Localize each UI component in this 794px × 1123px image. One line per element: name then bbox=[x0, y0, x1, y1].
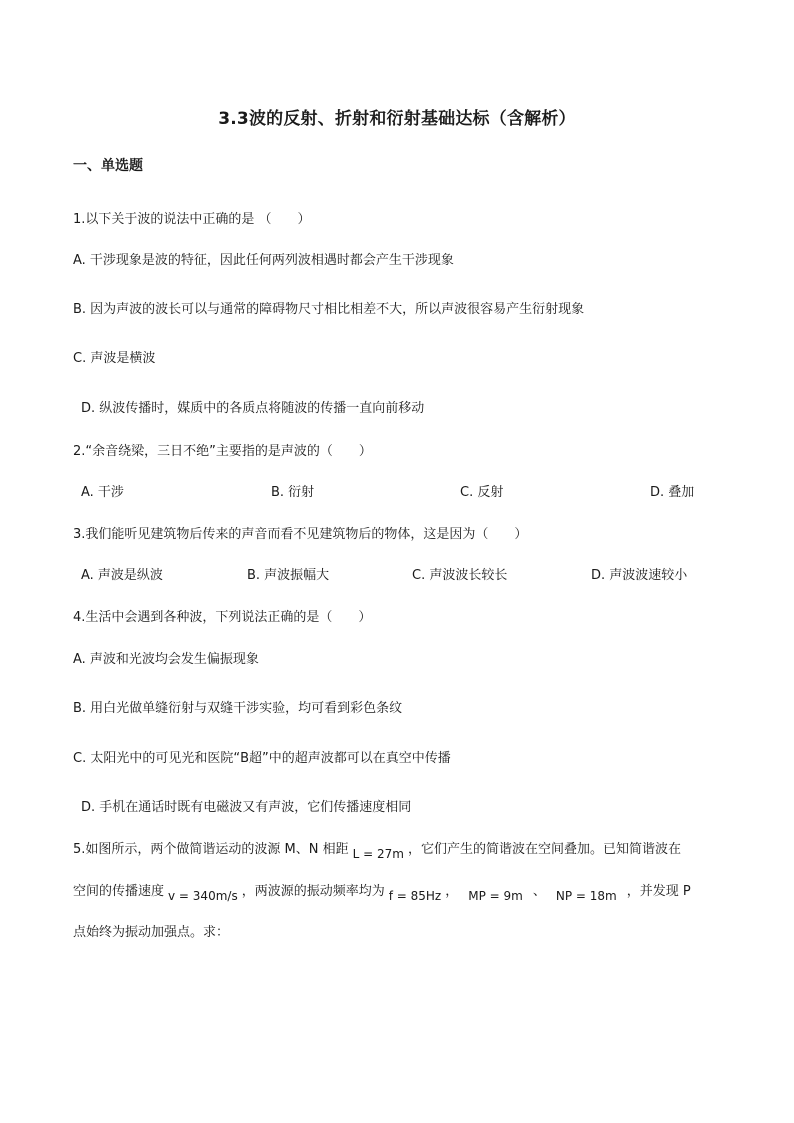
formula-np: NP = 18m bbox=[555, 889, 617, 903]
q5-text-2c: ，并发现 P bbox=[626, 884, 691, 899]
q5-text-1a: 5.如图所示，两个做简谐运动的波源 M、N 相距 bbox=[73, 842, 349, 857]
question-5-line-1 bbox=[73, 838, 681, 861]
question-1-option-a: A. 干涉现象是波的特征，因此任何两列波相遇时都会产生干涉现象 bbox=[73, 253, 454, 268]
question-2-option-c: C. 反射 bbox=[460, 485, 504, 500]
question-5-line-3: 点始终为振动加强点。求： bbox=[73, 925, 230, 940]
q5-text-1b: ，它们产生的简谐波在空间叠加。已知简谐波在 bbox=[407, 842, 681, 857]
formula-mp: MP = 9m bbox=[468, 889, 523, 903]
question-3-option-c: C. 声波波长较长 bbox=[412, 568, 508, 583]
q5-sep-2: 、 bbox=[532, 884, 546, 899]
question-1-option-d: D. 纵波传播时，媒质中的各质点将随波的传播一直向前移动 bbox=[81, 401, 425, 416]
section-heading: 一、单选题 bbox=[73, 158, 143, 174]
question-3-stem: 3.我们能听见建筑物后传来的声音而看不见建筑物后的物体，这是因为（ ） bbox=[73, 527, 528, 542]
question-4-stem: 4.生活中会遇到各种波，下列说法正确的是（ ） bbox=[73, 610, 372, 625]
page-title: 3.3波的反射、折射和衍射基础达标（含解析） bbox=[218, 109, 576, 129]
q5-sep-1: ， bbox=[445, 884, 459, 899]
question-4-option-a: A. 声波和光波均会发生偏振现象 bbox=[73, 652, 259, 667]
question-1-option-b: B. 因为声波的波长可以与通常的障碍物尺寸相比相差不大，所以声波很容易产生衍射现象 bbox=[73, 302, 585, 317]
question-1-stem: 1.以下关于波的说法中正确的是 （ ） bbox=[73, 212, 311, 227]
q5-text-2a: 空间的传播速度 bbox=[73, 884, 165, 899]
q5-text-2b: ，两波源的振动频率均为 bbox=[241, 884, 385, 899]
question-4-option-b: B. 用白光做单缝衍射与双缝干涉实验，均可看到彩色条纹 bbox=[73, 701, 403, 716]
formula-speed: v = 340m/s bbox=[168, 889, 238, 903]
question-3-option-b: B. 声波振幅大 bbox=[247, 568, 330, 583]
question-3-option-a: A. 声波是纵波 bbox=[81, 568, 163, 583]
question-2-option-d: D. 叠加 bbox=[650, 485, 695, 500]
formula-frequency: f = 85Hz bbox=[388, 889, 442, 903]
question-4-option-d: D. 手机在通话时既有电磁波又有声波，它们传播速度相同 bbox=[81, 800, 412, 815]
question-2-option-a: A. 干涉 bbox=[81, 485, 124, 500]
question-4-option-c: C. 太阳光中的可见光和医院“B超”中的超声波都可以在真空中传播 bbox=[73, 751, 451, 766]
question-1-option-c: C. 声波是横波 bbox=[73, 351, 156, 366]
question-3-option-d: D. 声波波速较小 bbox=[591, 568, 688, 583]
formula-distance: L = 27m bbox=[352, 847, 404, 861]
question-5-line-2 bbox=[73, 880, 691, 903]
question-2-stem: 2.“余音绕梁，三日不绝”主要指的是声波的（ ） bbox=[73, 444, 372, 459]
question-2-option-b: B. 衍射 bbox=[271, 485, 315, 500]
